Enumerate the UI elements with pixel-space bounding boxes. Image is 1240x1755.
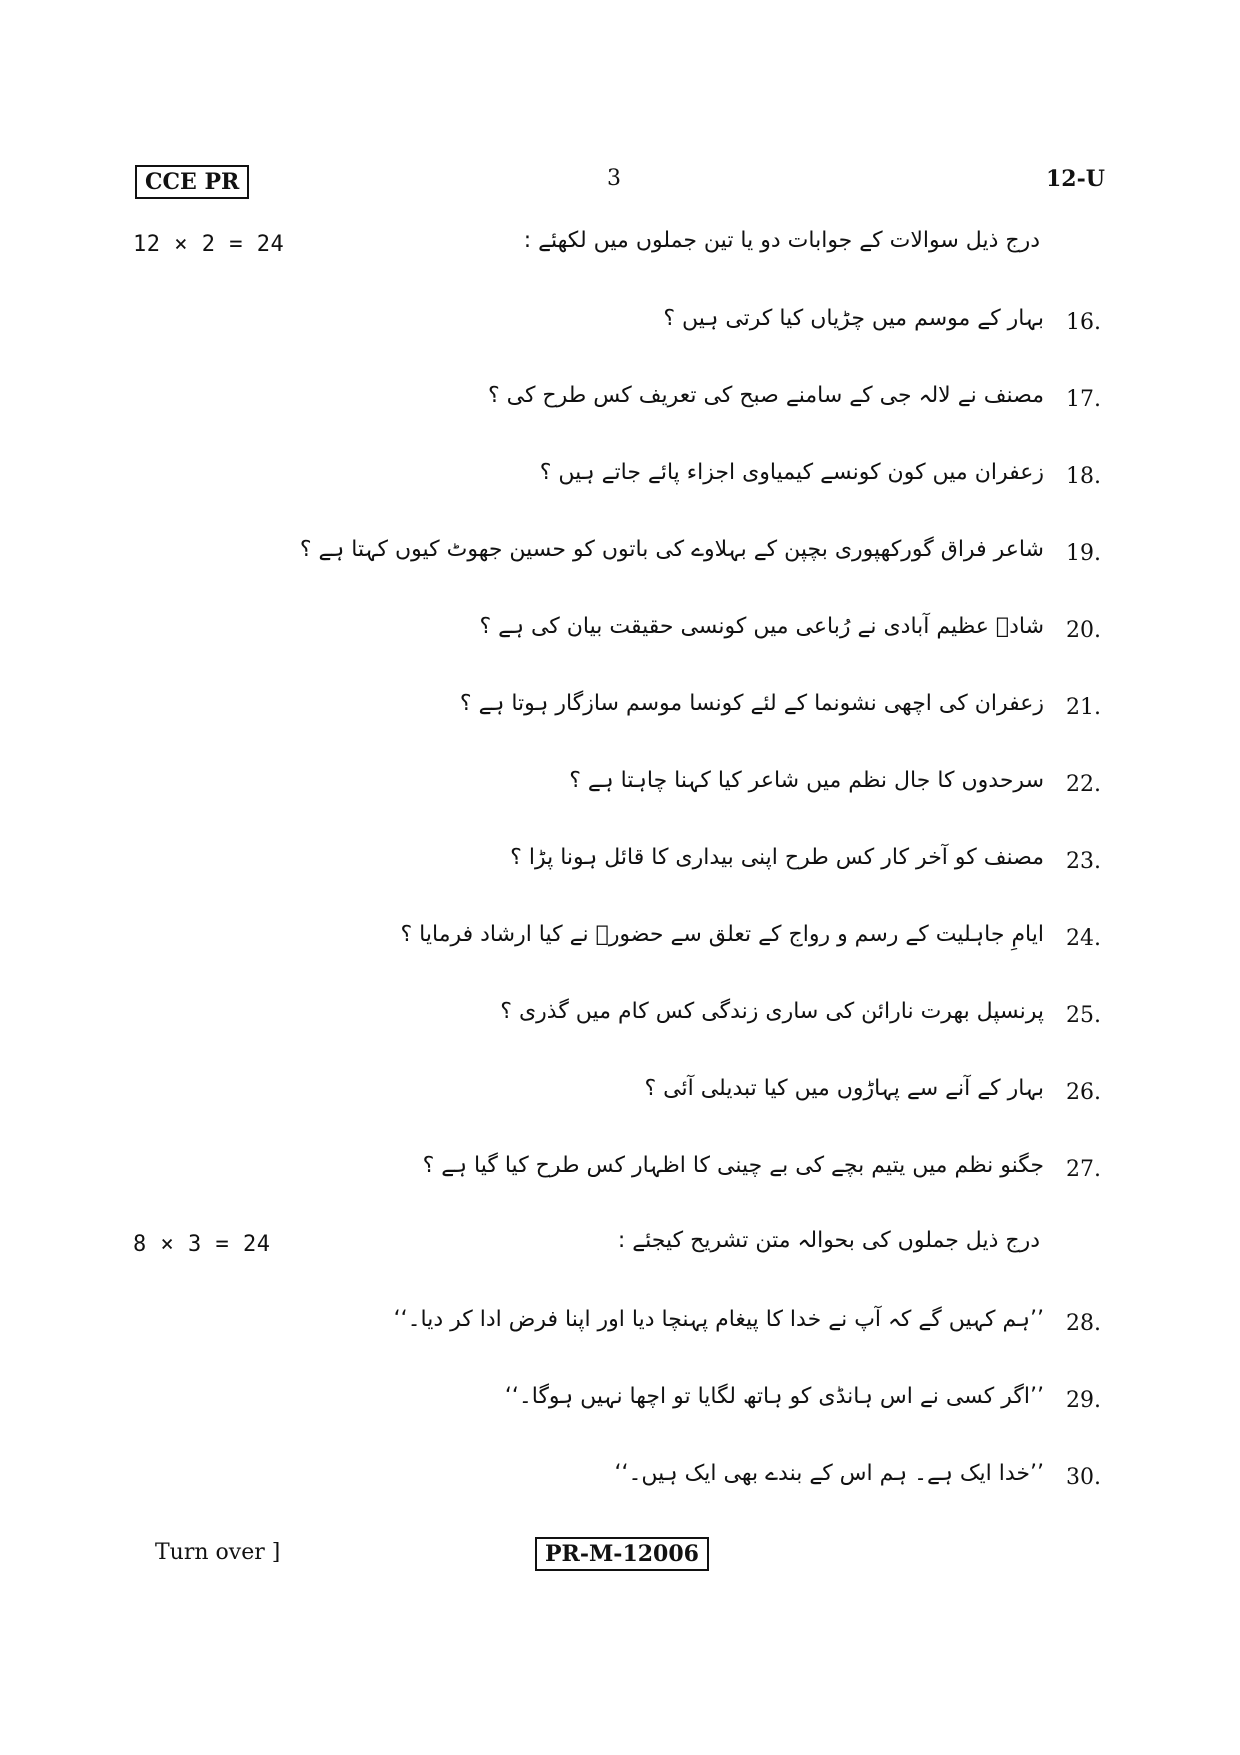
question-text: بہار کے موسم میں چڑیاں کیا کرتی ہیں ؟ — [663, 306, 1044, 331]
question-number: 29. — [1066, 1388, 1101, 1413]
question-text: پرنسپل بھرت نارائن کی ساری زندگی کس کام میں گذری ؟ — [500, 999, 1044, 1024]
paper-code: 12-U — [1046, 166, 1105, 192]
question-text: ’’ہم کہیں گے کہ آپ نے خدا کا پیغام پہنچا دیا اور اپنا فرض ادا کر دیا۔‘‘ — [393, 1307, 1044, 1332]
question-number: 23. — [1066, 849, 1101, 874]
question-number: 24. — [1066, 926, 1101, 951]
question-number: 17. — [1066, 387, 1101, 412]
question-number: 25. — [1066, 1003, 1101, 1028]
question-text: مصنف کو آخر کار کس طرح اپنی بیداری کا قائل ہونا پڑا ؟ — [510, 845, 1044, 870]
question-text: شاعر فراق گورکھپوری بچپن کے بہلاوے کی باتوں کو حسین جھوٹ کیوں کہتا ہے ؟ — [299, 537, 1044, 562]
question-number: 30. — [1066, 1465, 1101, 1490]
question-number: 26. — [1066, 1080, 1101, 1105]
question-text: مصنف نے لالہ جی کے سامنے صبح کی تعریف کس طرح کی ؟ — [487, 383, 1044, 408]
question-number: 28. — [1066, 1311, 1101, 1336]
section-b-instruction: درج ذیل جملوں کی بحوالہ متن تشریح کیجئے : — [617, 1228, 1040, 1253]
question-number: 19. — [1066, 541, 1101, 566]
question-number: 27. — [1066, 1157, 1101, 1182]
question-text: ’’اگر کسی نے اس ہانڈی کو ہاتھ لگایا تو اچھا نہیں ہوگا۔‘‘ — [504, 1384, 1044, 1409]
section-b-marks: 8 × 3 = 24 — [133, 1232, 271, 1257]
question-number: 20. — [1066, 618, 1101, 643]
turn-over-label: Turn over ] — [155, 1540, 281, 1565]
question-number: 16. — [1066, 310, 1101, 335]
question-text: زعفران میں کون کونسے کیمیاوی اجزاء پائے جاتے ہیں ؟ — [539, 460, 1044, 485]
question-text: سرحدوں کا جال نظم میں شاعر کیا کہنا چاہتا ہے ؟ — [569, 768, 1044, 793]
section-a-instruction: درج ذیل سوالات کے جوابات دو یا تین جملوں میں لکھئے : — [523, 228, 1040, 253]
question-text: بہار کے آنے سے پہاڑوں میں کیا تبدیلی آئی ؟ — [644, 1076, 1044, 1101]
question-text: ’’خدا ایک ہے۔ ہم اس کے بندے بھی ایک ہیں۔‘‘ — [614, 1461, 1044, 1486]
question-number: 21. — [1066, 695, 1101, 720]
section-a-marks: 12 × 2 = 24 — [133, 232, 285, 257]
question-text: جگنو نظم میں یتیم بچے کی بے چینی کا اظہار کس طرح کیا گیا ہے ؟ — [422, 1153, 1044, 1178]
page-number: 3 — [607, 166, 621, 191]
question-text: شادؔ عظیم آبادی نے رُباعی میں کونسی حقیقت بیان کی ہے ؟ — [479, 614, 1044, 639]
header-box-code: CCE PR — [135, 165, 249, 199]
question-number: 18. — [1066, 464, 1101, 489]
footer-paper-code: PR-M-12006 — [535, 1537, 709, 1571]
question-number: 22. — [1066, 772, 1101, 797]
question-text: زعفران کی اچھی نشونما کے لئے کونسا موسم سازگار ہوتا ہے ؟ — [459, 691, 1044, 716]
question-text: ایامِ جاہلیت کے رسم و رواج کے تعلق سے حضورؐ نے کیا ارشاد فرمایا ؟ — [400, 922, 1044, 947]
